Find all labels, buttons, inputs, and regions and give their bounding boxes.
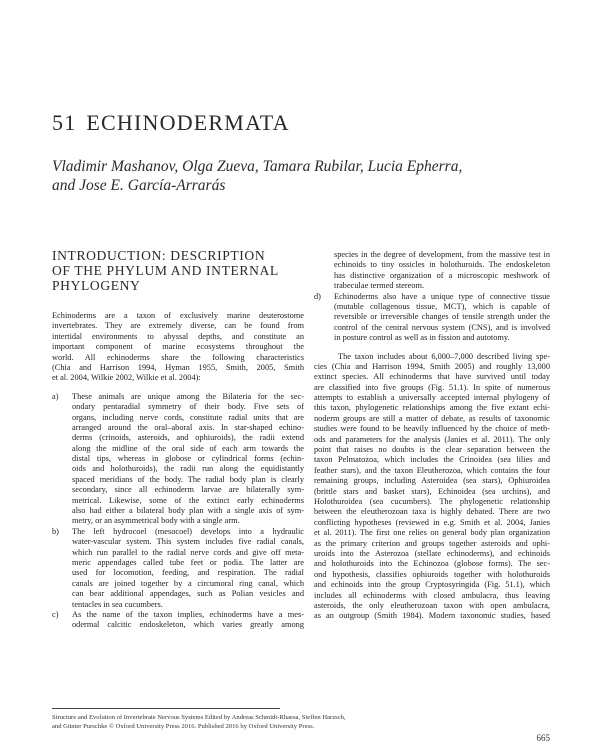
text-line: Echinoderms are a taxon of exclusively marine deuterostome xyxy=(52,311,304,320)
footnote-rule xyxy=(52,708,280,709)
text-line: (mutable collagenous tissue, MCT), which is capable of xyxy=(334,301,550,311)
list-item-text xyxy=(72,610,304,631)
text-line: secondary, since all echinoderm larvae are bilaterally sym- xyxy=(72,485,304,495)
section-heading-line: PHYLOGENY xyxy=(52,278,141,293)
text-line: ond hypothesis, classifies ophiuroids together with holothuroids xyxy=(314,569,550,579)
text-line: attempts to establish a universally accepted internal phylogeny of xyxy=(314,393,550,403)
text-line: tentacles in sea cucumbers. xyxy=(72,599,163,609)
list-marker: b) xyxy=(52,526,59,536)
text-line: uroids into the Asterozoa (stellate echinoderms), and echinoids xyxy=(314,548,550,558)
chapter-heading xyxy=(52,110,290,136)
list-marker: d) xyxy=(314,291,321,301)
text-line: metry, or an asymmetrical body with a single arm. xyxy=(72,516,240,526)
text-line: The taxon includes about 6,000–7,000 described living spe- xyxy=(338,351,550,361)
author-list xyxy=(52,157,552,195)
text-line: extinct species. All echinoderms that have survived until today xyxy=(314,372,550,382)
text-line: These animals are unique among the Bilateria for the sec- xyxy=(72,391,304,401)
text-line: and echinoids into the group Cryptosyringida (Fig. 51.1), which xyxy=(314,580,550,590)
text-line: in posture control as well as in fission and autotomy. xyxy=(334,333,510,343)
text-line: conflicting hypotheses (reviewed in e.g. Smith et al. 2004, Janies xyxy=(314,517,550,527)
text-line: spaced meridians of the body. The radial body plan is clearly xyxy=(72,474,304,484)
text-line: also had either a bilateral body plan with a single axis of sym- xyxy=(72,506,304,516)
text-line: et al. 2011). The first one relies on general body plan organization xyxy=(314,528,550,538)
text-line: and holothuroids into the Echinozoa (globose forms). The sec- xyxy=(314,559,550,569)
text-line: this taxon, phylogenetic relationships among the five extant echi- xyxy=(314,403,550,413)
text-line: water-vascular system. This system includes five radial canals, xyxy=(72,537,304,547)
text-line: organs, including nerve cords, constitute radial units that are xyxy=(72,412,304,422)
text-line: feather stars), and the taxon Eleutherozoa, which contains the four xyxy=(314,465,550,475)
text-line: taxon Pelmatozoa, which includes the Crinoidea (sea lilies and xyxy=(314,455,550,465)
list-item-text xyxy=(72,392,304,527)
text-line: has distinctive organization of a microscopic meshwork of xyxy=(334,270,550,280)
list-item-text xyxy=(72,527,304,610)
text-line: reversible or irreversible changes of tensile strength under the xyxy=(334,312,550,322)
text-line: (Chia and Harrison 1994, Hyman 1955, Smith, 2005, Smith xyxy=(52,362,304,372)
list-item-text xyxy=(334,292,550,344)
text-line: which run parallel to the radial nerve cords and give off meta- xyxy=(72,547,304,557)
text-line: meric appendages called tube feet or podia. The latter are xyxy=(72,557,304,567)
text-line: derms (crinoids, asteroids, and ophiuroids), the radii extend xyxy=(72,433,304,443)
text-line: asteroids, the only eleutherozoan taxon with open ambulacra, xyxy=(314,600,550,610)
text-line: canals are joined together by a circumoral ring canal, which xyxy=(72,578,304,588)
author-line: Vladimir Mashanov, Olga Zueva, Tamara Rubilar, Lucia Epherra, xyxy=(52,158,463,175)
right-column xyxy=(314,250,550,622)
list-item-b xyxy=(52,527,304,610)
intro-paragraph xyxy=(52,311,304,384)
text-line: (brittle stars and basket stars), Echinoidea (sea urchins), and xyxy=(314,486,550,496)
text-line: arranged around the oral–aboral axis. In star-shaped echino- xyxy=(72,422,304,432)
text-line: intertidal environments to abyssal depths, and constitute an xyxy=(52,331,304,341)
text-line: are classified into five groups (Fig. 51.1). In spite of numerous xyxy=(314,382,550,392)
text-line: control of the central nervous system (CNS), and is involved xyxy=(334,322,550,332)
author-line: and Jose E. García-Arrarás xyxy=(52,177,226,194)
text-line: as the primary criterion and groups together asteroids and ophi- xyxy=(314,538,550,548)
text-line: invertebrates. They are extremely diverse, can be found from xyxy=(52,321,304,331)
body-paragraph xyxy=(314,352,550,622)
footnote xyxy=(52,713,472,731)
text-line: noderm groups are still a matter of debate, as results of taxonomic xyxy=(314,413,550,423)
text-line: As the name of the taxon implies, echinoderms have a mes- xyxy=(72,609,304,619)
text-line: used for locomotion, feeding, and respiration. The radial xyxy=(72,568,304,578)
text-line: remaining groups, including Asteroidea (sea stars), Ophiuroidea xyxy=(314,476,550,486)
chapter-title: ECHINODERMATA xyxy=(86,110,290,135)
text-line: ods and parameters for the analysis (Janies et al. 2011). The only xyxy=(314,434,550,444)
text-line: includes all echinoderms with closed ambulacra, thus leaving xyxy=(314,590,550,600)
list-item-d xyxy=(314,292,550,344)
section-heading-line: INTRODUCTION: DESCRIPTION xyxy=(52,248,266,263)
text-line: between the eleutherozoan taxa is highly debated. There are two xyxy=(314,507,550,517)
text-line: along the midline of the oral side of each arm towards the xyxy=(72,443,304,453)
section-heading-line: OF THE PHYLUM AND INTERNAL xyxy=(52,263,279,278)
text-line: oids and holothuroids), the radii run along the equidistantly xyxy=(72,464,304,474)
text-line: can bear additional appendages, such as Polian vesicles and xyxy=(72,589,304,599)
text-line: trabeculae termed stereom. xyxy=(334,281,425,291)
text-line: odermal calcitic endoskeleton, which varies greatly among xyxy=(72,620,304,630)
list-item-a xyxy=(52,392,304,527)
text-line: species in the degree of development, from the massive test in xyxy=(334,250,550,259)
page-number: 665 xyxy=(536,733,550,743)
text-line: ondary pentaradial symmetry of their body. Five sets of xyxy=(72,402,304,412)
footnote-line: Structure and Evolution of Invertebrate Nervous Systems Edited by Andreas Schmidt-Rhaesa, Steffen Harzsch, xyxy=(52,714,346,721)
list-marker: a) xyxy=(52,391,59,401)
text-line: as an outgroup (Smith 1984). Modern taxonomic studies, based xyxy=(314,611,550,621)
section-heading xyxy=(52,248,302,293)
list-item-c xyxy=(52,610,304,631)
text-line: important component of marine ecosystems throughout the xyxy=(52,342,304,352)
text-line: studies were found to be heavily influenced by the choice of meth- xyxy=(314,424,550,434)
text-line: The left hydrocoel (mesocoel) develops into a hydraulic xyxy=(72,526,304,536)
text-line: et al. 2004, Wilkie 2002, Wilkie et al. 2004): xyxy=(52,373,201,383)
left-column xyxy=(52,311,304,631)
footnote-line: and Günter Purschke © Oxford University Press 2016. Published 2016 by Oxford University Press. xyxy=(52,723,315,730)
text-line: cies (Chia and Harrison 1994, Smith 2005) and roughly 13,000 xyxy=(314,361,550,371)
text-line: point that raises no doubts is the clear separation between the xyxy=(314,445,550,455)
list-item-c-continued xyxy=(314,250,550,292)
text-line: echinoids to tiny ossicles in holothuroids. The endoskeleton xyxy=(334,260,550,270)
text-line: world. All echinoderms share the following characteristics xyxy=(52,352,304,362)
chapter-number: 51 xyxy=(52,110,77,135)
list-item-text xyxy=(334,250,550,292)
text-line: metrical. Likewise, some of the extinct early echinoderms xyxy=(72,495,304,505)
text-line: distal tips, whereas in globose or cylindrical forms (echin- xyxy=(72,454,304,464)
text-line: Echinoderms also have a unique type of connective tissue xyxy=(334,291,550,301)
text-line: Holothuroidea (sea cucumbers). The phylogenetic relationship xyxy=(314,496,550,506)
list-marker: c) xyxy=(52,609,59,619)
